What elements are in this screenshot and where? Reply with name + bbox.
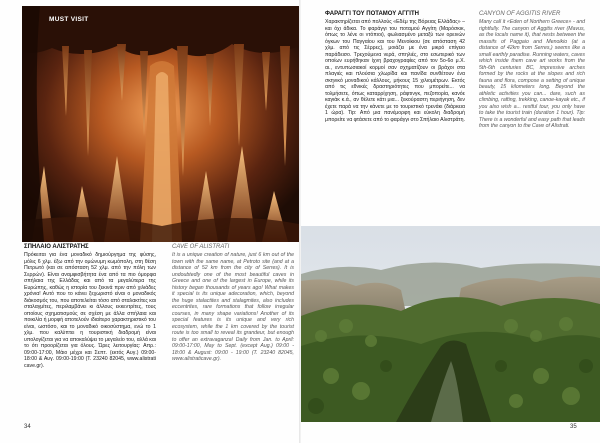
cave-body-greek: Πρόκειται για ένα μοναδικό δημιούργημα της φύσης, μόλις 6 χλμ. έξω από την ομώνυμη κωμόπολη, στη θέση Πετρωτό (και σε απόσταση 52 χλμ. από την πόλη των Σερρών). Είναι αναμφισβήτητα ένα από τα πιο όμορφα σπήλαια της Ελλάδας και από τα μεγαλύτερα της Ευρώπης, καθώς η ιστορία του ξεκινά πριν από χιλιάδες χρόνια! Αυτό που το κάνει ξεχωριστό είναι ο μοναδικός διάκοσμός του, που αποτελείται τόσο από σταλακτίτες και σταλαγμίτες, περιλαμβάνει κι άλλους εκκεντρίτες, τους οποίους σχηματισμούς σε σχέση με άλλα σπήλαια και ποικιλία ή μορφή αποτελούν ιδιαίτερο χαρακτηριστικό του είναι, ωστόσο, και το μοναδικό οικοσύστημα, ενώ το 1 χλμ. που καλύπτει η τουριστική διαδρομή είναι υπολογίζεται για να αποκαλύψει το μεγαλείο του, αλλά και το ότι προορίζεται για όλους. Ώρες λειτουργίας: Απρ.: 09:00-17:00, Μάιο μέχρι και Σεπτ. (εκτός Αυγ.) 09:00-18:00 & Αυγ. 09:00-19:00 (Τ. 23240 82045, www.alistrati cave.gr). bbox=[24, 252, 156, 369]
canyon-heading-english: CANYON OF AGGITIS RIVER bbox=[479, 11, 561, 17]
page-number-right: 35 bbox=[570, 424, 577, 430]
section-tag: MUST VISIT bbox=[49, 16, 89, 23]
page-number-left: 34 bbox=[24, 424, 31, 430]
canyon-heading-greek: ΦΑΡΑΓΓΙ ΤΟΥ ΠΟΤΑΜΟΥ ΑΓΓΙΤΗ bbox=[325, 11, 419, 17]
canyon-body-greek: Χαρακτηρίζεται από πολλούς «Εδέμ της Βόρειας Ελλάδας» – και όχι άδικα. Το φαράγγι του ποταμού Αγγίτη (Μαρόσκικ, όπως το λένε οι ντόπιοι), φωλιασμένο μεταξύ των ορεινών όγκων του Παγγαίου και του Μενοίκιου (σε απόσταση 42 χλμ. από τις Σέρρες), μοιάζει με ένα μικρό επίγειο παράδεισο. Τρεχούμενα νερά, σπηλιές, στο εσωτερικό των οποίων ευρήθηκαν ίχνη βραχογραφίες από τον 5ο-6ο μ.Χ. αι., εντυπωσιακοί κορμοί σαν σχηματίζουν οι βράχοι στα πλαγιές και πλούσια χλωρίδα και πανίδα συνθέτουν ένα σκηνικό μοναδικού κάλλους, μήκους 15 χιλιομέτρων. Εκτός από τις εθνικές δραστηριότητες που μπορείτε... να τολμήσετε, όπως καταρρίχηση, ράφτινγκ, πεζοπορία, κανόε καγιάκ κ.ά., αν θέλετε κάτι μια... ξεκούραστη περιήγηση, δεν έχετε παρά να την κάνετε με το τουριστικό τρενάκι (διάρκεια 1 ώρα). Tip: Από μια πανέμορφη και εύκολη διαδρομή μπορείτε να φτάσετε από το φαράγγι στο Σπήλαιο Αλιστράτη. bbox=[325, 19, 465, 123]
cave-photo bbox=[22, 6, 299, 242]
cave-heading-english: CAVE OF ALISTRATI bbox=[172, 244, 230, 250]
canyon-photo bbox=[301, 226, 600, 422]
canyon-body-english: Many call it «Eden of Northern Greece» - and rightfully. The canyon of Aggitis river (Mavus, as the locals name it), that nests between the massifs of Paggaio and Menoikio (at a distance of 42km from Serres,) seems like a small earthly paradise. Running waters, caves which inside them cave art works from the 5th-6th centuries BC, impressive arches formed by the rocks at the slopes and rich fauna and flora, compose a setting of unique beauty, 15 kilometers long. Beyond the athletic activities you can... dare, such as climbing, rafting, trekking, canoe-kayak etc., if you also wish a... restful tour, you only have to take the tourist train (duration 1 hour). Tip: There is a wonderful and easy path that leads from the canyon to the Cave of Alistrati. bbox=[479, 19, 585, 129]
cave-heading-greek: ΣΠΗΛΑΙΟ ΑΛΙΣΤΡΑΤΗΣ bbox=[24, 244, 89, 250]
cave-body-english: It is a unique creation of nature, just 6 km out of the town with the same name, at Petroto site (and at a distance of 52 km from the city of Serres). It is undoubtedly one of the most beautiful caves in Greece and one of the largest in Europe, while its history began thousands of years ago! What makes it special is its unique adecoration, which, beyond the huge stalactites and stalagmites, also includes eccentrites, rare formations that follow irregular courses, in many shape variations! Another of its special features is its unique and very rich ecosystem, while the 1 km covered by the tourist route is too small to reveal its grandeur, but enough to offer an extravaganza! Daily from Jan. to April: 09:00-17:00, May to Sept. (except Aug.) 09:00 - 18:00 & August: 09:00 - 19:00 (T. 23240 82045, www.alistraticave.gr). bbox=[172, 252, 294, 362]
